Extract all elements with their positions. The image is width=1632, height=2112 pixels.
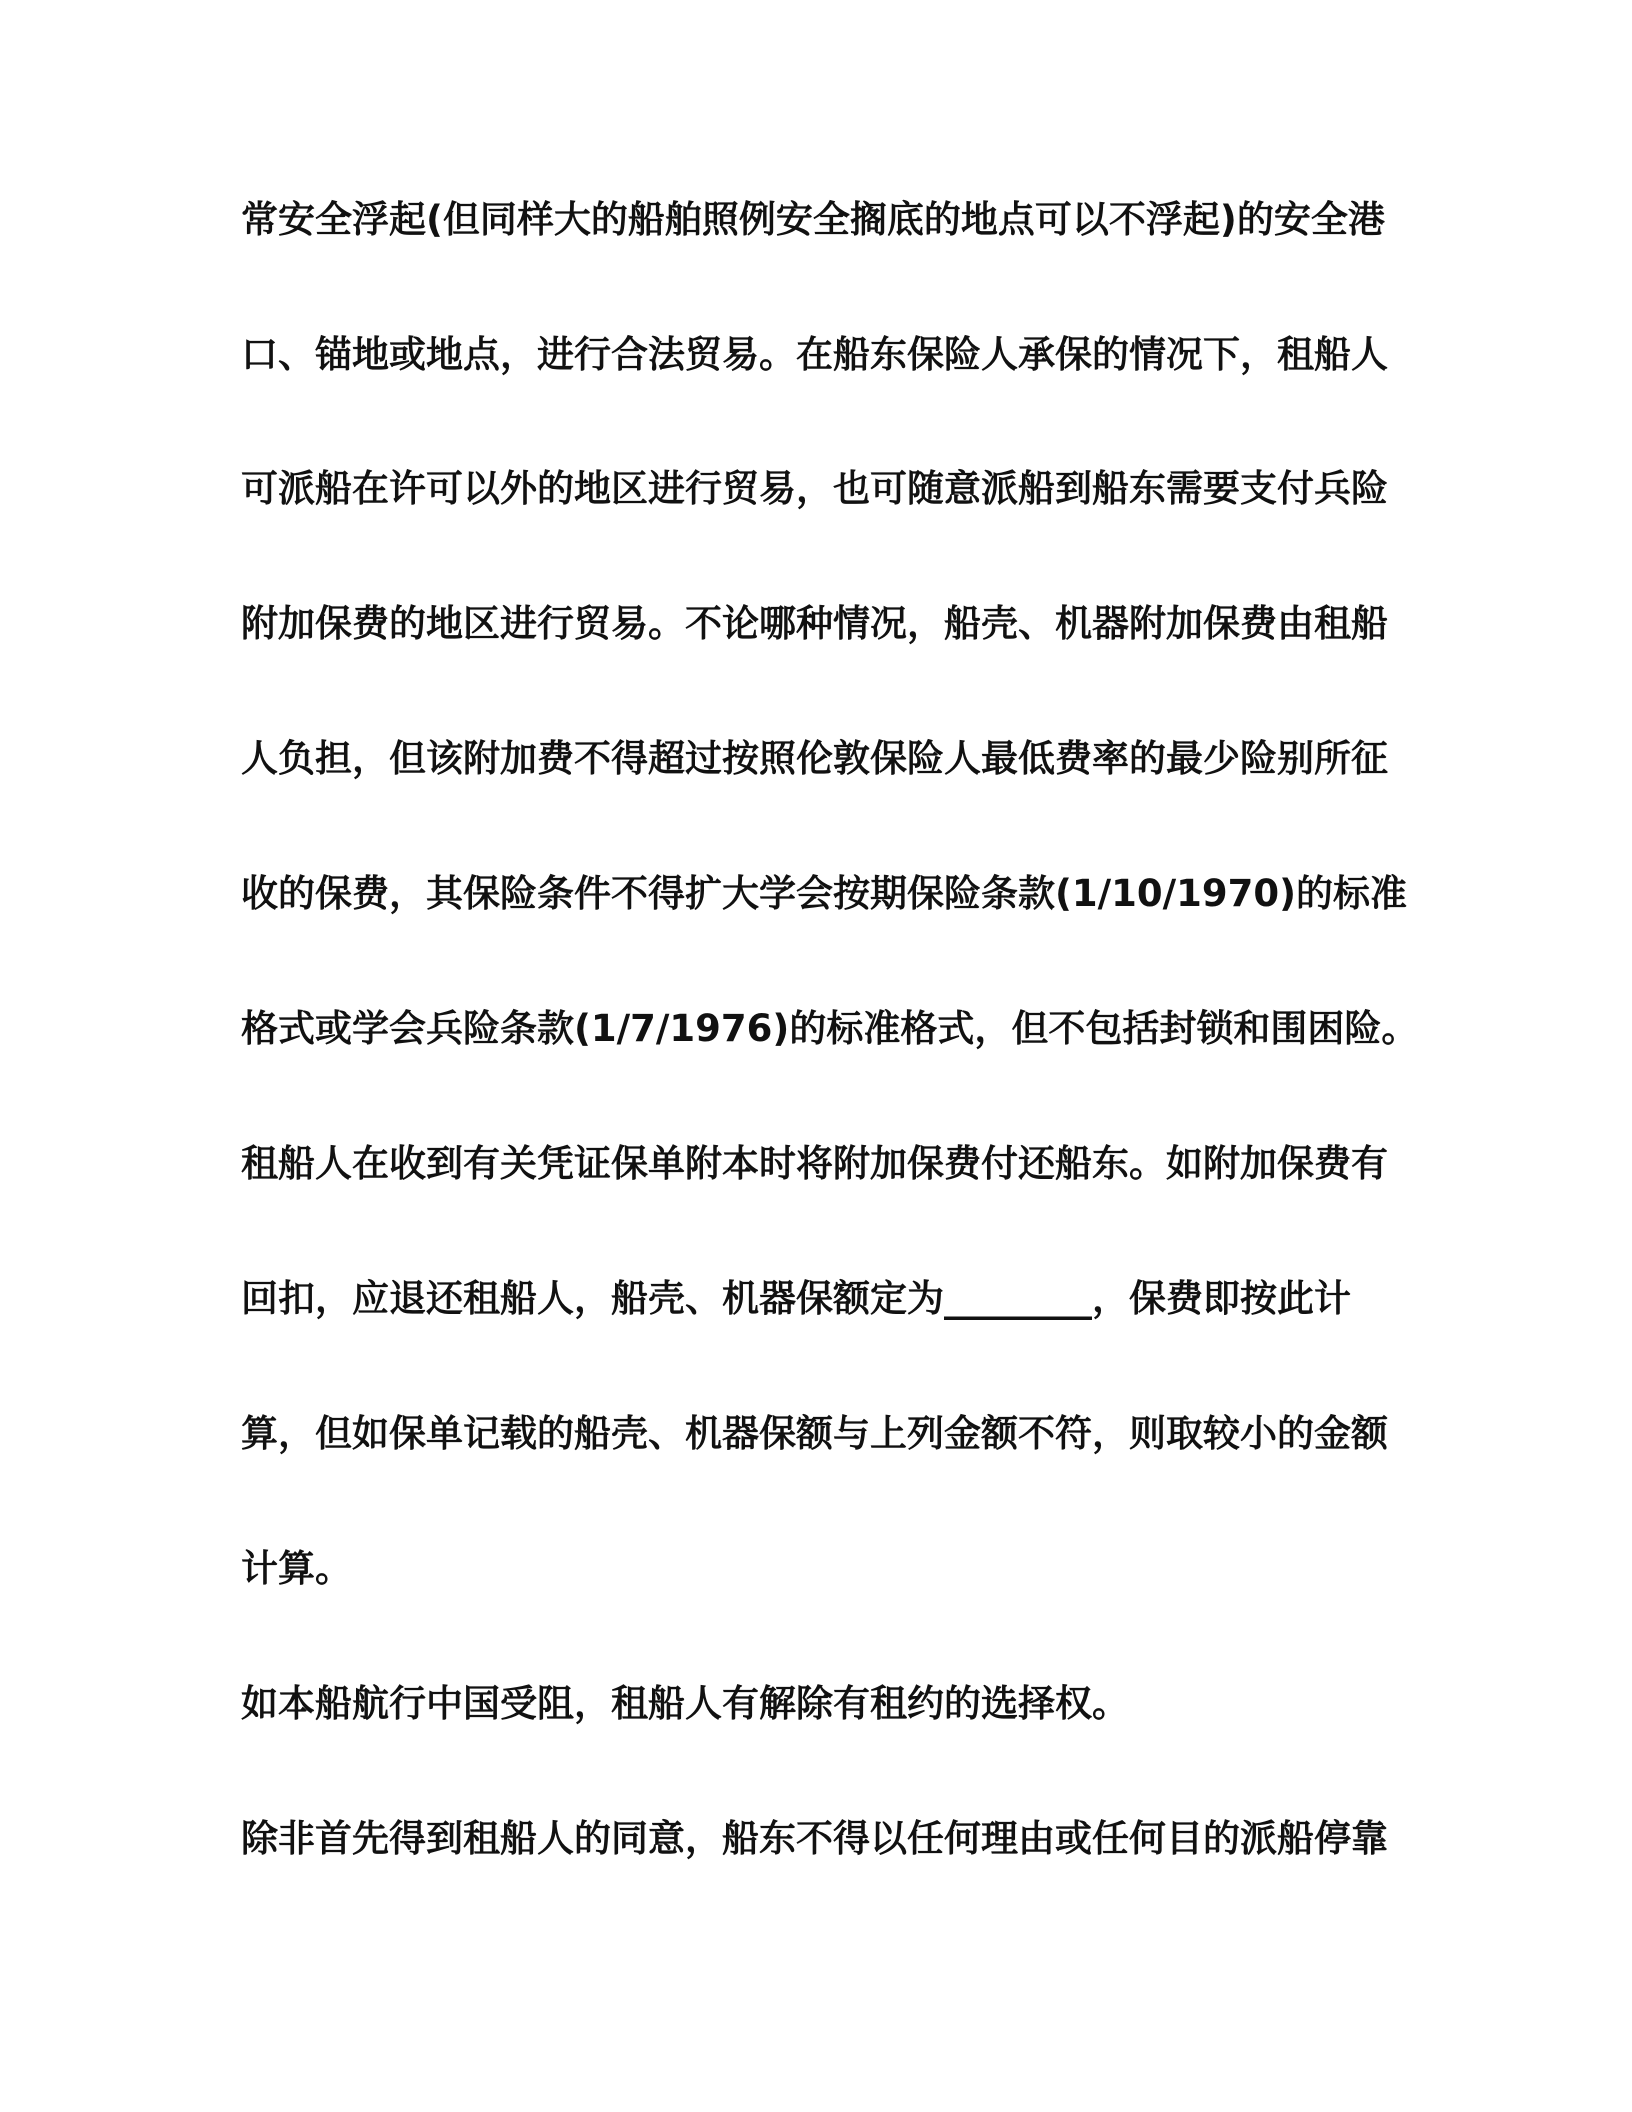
- text-line: 常安全浮起(但同样大的船舶照例安全搁底的地点可以不浮起)的安全港: [241, 198, 1385, 241]
- text-line: 人负担，但该附加费不得超过按照伦敦保险人最低费率的最少险别所征: [241, 737, 1388, 780]
- text-line: 租船人在收到有关凭证保单附本时将附加保费付还船东。如附加保费有: [241, 1142, 1388, 1185]
- text-line: 计算。: [241, 1547, 352, 1590]
- text-line: 格式或学会兵险条款(1/7/1976)的标准格式，但不包括封锁和围困险。: [241, 1007, 1419, 1050]
- paragraph-china-cancellation: 如本船航行中国受阻，租船人有解除有租约的选择权。: [241, 1682, 1129, 1725]
- text-line: 回扣，应退还租船人，船壳、机器保额定为________，保费即按此计: [241, 1277, 1351, 1320]
- text-line: 算，但如保单记载的船壳、机器保额与上列金额不符，则取较小的金额: [241, 1412, 1388, 1455]
- text-line: 收的保费，其保险条件不得扩大学会按期保险条款(1/10/1970)的标准: [241, 872, 1408, 915]
- text-line: 附加保费的地区进行贸易。不论哪种情况，船壳、机器附加保费由租船: [241, 602, 1388, 645]
- text-line: 口、锚地或地点，进行合法贸易。在船东保险人承保的情况下，租船人: [241, 333, 1388, 376]
- paragraph-port-call-consent: 除非首先得到租船人的同意，船东不得以任何理由或任何目的派船停靠: [241, 1817, 1388, 1860]
- text-line: 可派船在许可以外的地区进行贸易，也可随意派船到船东需要支付兵险: [241, 467, 1388, 510]
